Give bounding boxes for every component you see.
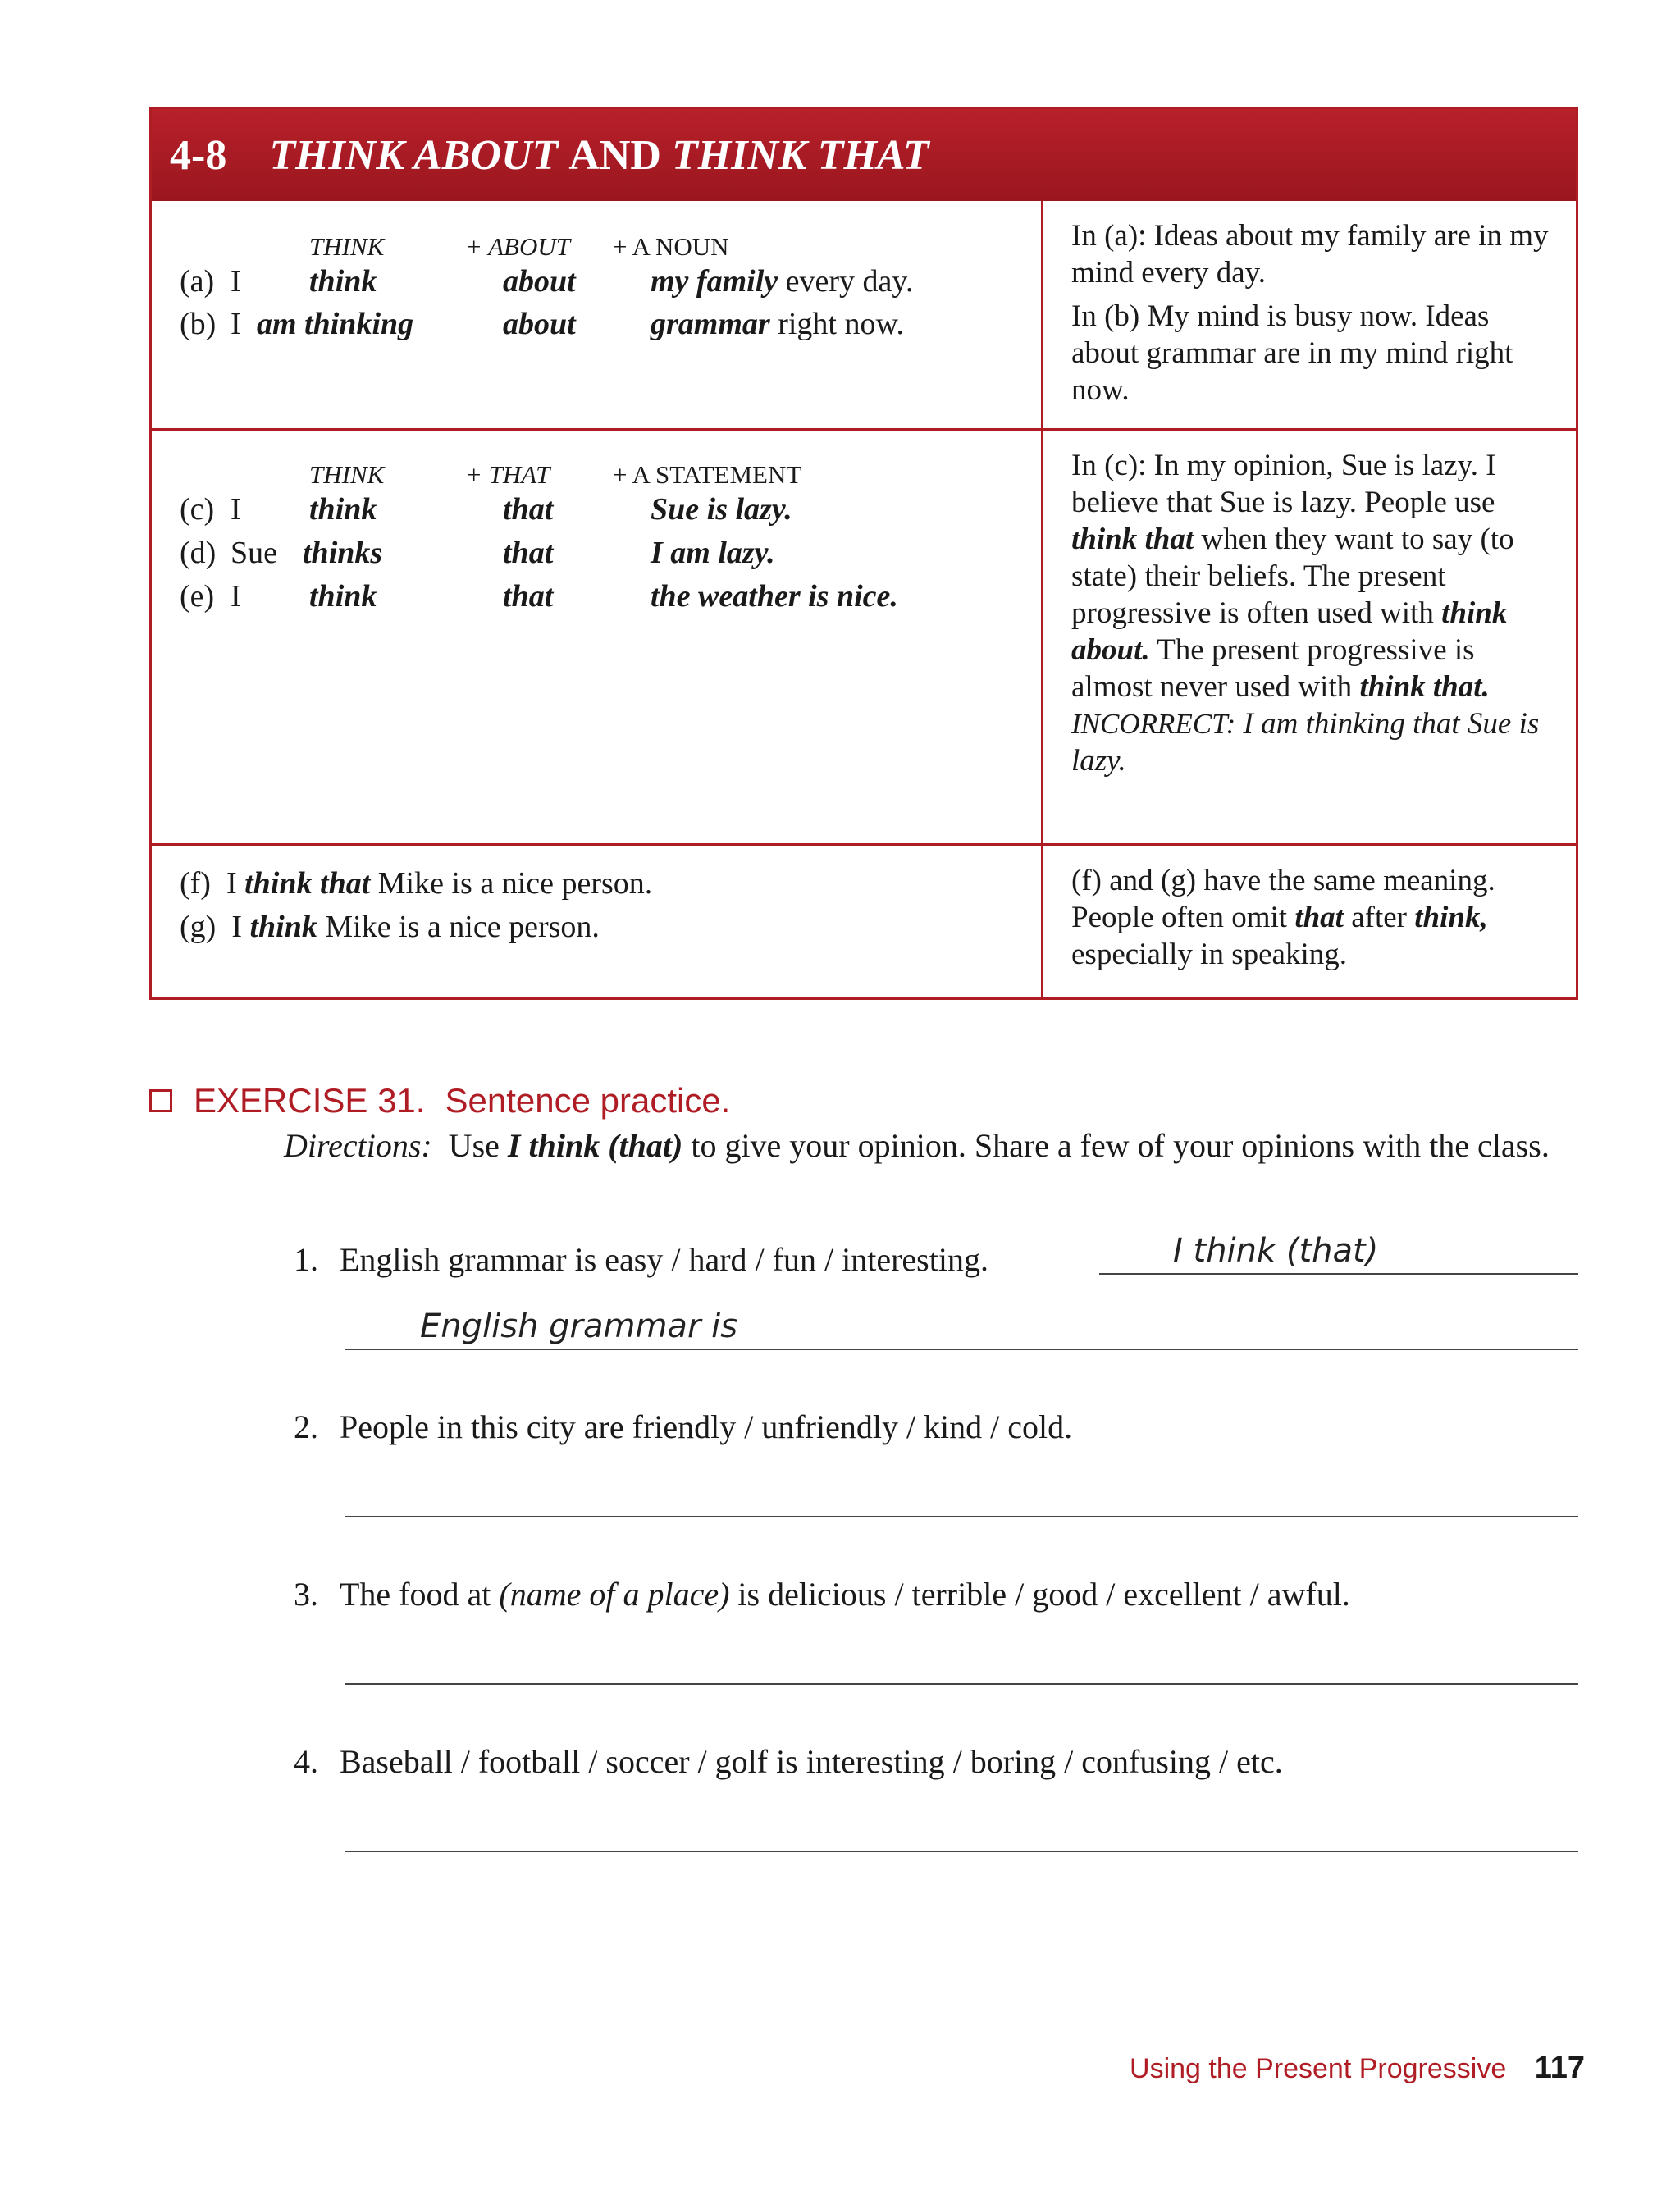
header-think: THINK: [309, 232, 385, 261]
exercise-checkbox[interactable]: [149, 1089, 172, 1112]
example-b-prep: about: [503, 307, 576, 341]
example-c-that: that: [503, 492, 554, 527]
example-a-subject: I: [231, 264, 241, 299]
notes-think-about: [1043, 201, 1576, 428]
chart-row-think-about: [152, 201, 1576, 428]
header-think-2: THINK: [309, 460, 385, 489]
answer-line-2[interactable]: [345, 1516, 1578, 1517]
example-d-subject: Sue: [231, 536, 277, 570]
example-a-object: my family every day.: [651, 264, 914, 299]
note-a: In (a): Ideas about my family are in my mind every day.: [1071, 219, 1549, 290]
example-a-label: (a): [180, 264, 215, 299]
header-noun: + A NOUN: [613, 232, 729, 261]
example-b-subject: I: [231, 307, 241, 341]
example-b-verb: am thinking: [257, 307, 414, 341]
example-c-statement: Sue is lazy.: [651, 492, 792, 527]
examples-think-about: [152, 201, 1043, 428]
example-d-label: (d): [180, 536, 217, 570]
note-fg: (f) and (g) have the same meaning. People often omit that after think, especially in speaking.: [1071, 864, 1495, 971]
header-that: + THAT: [465, 460, 550, 489]
notes-think-that: [1043, 431, 1576, 843]
answer-line-1a[interactable]: [1099, 1273, 1578, 1275]
exercise-item-3: 3. The food at (name of a place) is delicious / terrible / good / excellent / awful.: [294, 1576, 1350, 1613]
chart-row-omit-that: [152, 843, 1576, 997]
footer-section-title: Using the Present Progressive: [1130, 2053, 1507, 2084]
examples-omit-that: [152, 846, 1043, 997]
example-a-prep: about: [503, 264, 576, 299]
exercise-directions: Directions: Use I think (that) to give your opinion. Share a few of your opinions with the class.: [284, 1127, 1550, 1164]
incorrect-example: I am thinking that Sue is lazy.: [1071, 707, 1540, 778]
answer-line-1b[interactable]: [345, 1349, 1578, 1350]
example-f: (f) I think that Mike is a nice person.: [180, 866, 653, 901]
exercise-item-1: 1. English grammar is easy / hard / fun / interesting.: [294, 1241, 988, 1278]
example-b-object: grammar right now.: [651, 307, 904, 341]
example-e-subject: I: [231, 579, 241, 614]
examples-think-that: [152, 431, 1043, 843]
header-about: + ABOUT: [465, 232, 570, 261]
page-footer: [1130, 2051, 1585, 2086]
example-d-verb: thinks: [303, 536, 383, 570]
example-c-verb: think: [309, 492, 377, 527]
example-d-that: that: [503, 536, 554, 570]
exercise-heading: [149, 1081, 730, 1120]
chart-row-think-that: [152, 428, 1576, 843]
example-c-subject: I: [231, 492, 241, 527]
chart-title: THINK ABOUT AND THINK THAT: [269, 131, 929, 179]
example-e-that: that: [503, 579, 554, 614]
grammar-chart: [149, 107, 1578, 1000]
example-g: (g) I think Mike is a nice person.: [180, 910, 600, 944]
example-e-verb: think: [309, 579, 377, 614]
example-b-label: (b): [180, 307, 217, 341]
chart-header: [152, 109, 1576, 201]
example-a-verb: think: [309, 264, 377, 299]
exercise-item-2: 2. People in this city are friendly / unfriendly / kind / cold.: [294, 1408, 1073, 1445]
chart-number: 4-8: [170, 131, 227, 179]
exercise-number: EXERCISE 31.: [194, 1081, 426, 1120]
example-e-label: (e): [180, 579, 215, 614]
note-c: In (c): In my opinion, Sue is lazy. I believe that Sue is lazy. People use think that when they want to say (to state) their beliefs. The present progressive is often used with think about. The present progressive is almost never used with think that. INCORRECT: I am thinking that Sue is lazy.: [1071, 449, 1540, 778]
example-e-statement: the weather is nice.: [651, 579, 898, 614]
page-number: 117: [1534, 2051, 1585, 2085]
note-b: In (b) My mind is busy now. Ideas about grammar are in my mind right now.: [1071, 299, 1513, 407]
incorrect-label: INCORRECT:: [1071, 708, 1236, 740]
handwritten-answer-1b: English grammar is: [420, 1307, 738, 1345]
example-c-label: (c): [180, 492, 215, 527]
handwritten-answer-1a: I think (that): [1173, 1232, 1379, 1270]
exercise-item-4: 4. Baseball / football / soccer / golf is interesting / boring / confusing / etc.: [294, 1743, 1283, 1780]
answer-line-4[interactable]: [345, 1851, 1578, 1852]
answer-line-3[interactable]: [345, 1683, 1578, 1685]
example-d-statement: I am lazy.: [651, 536, 775, 570]
exercise-title: Sentence practice.: [445, 1081, 731, 1120]
header-statement: + A STATEMENT: [613, 460, 802, 489]
notes-omit-that: [1043, 846, 1576, 997]
